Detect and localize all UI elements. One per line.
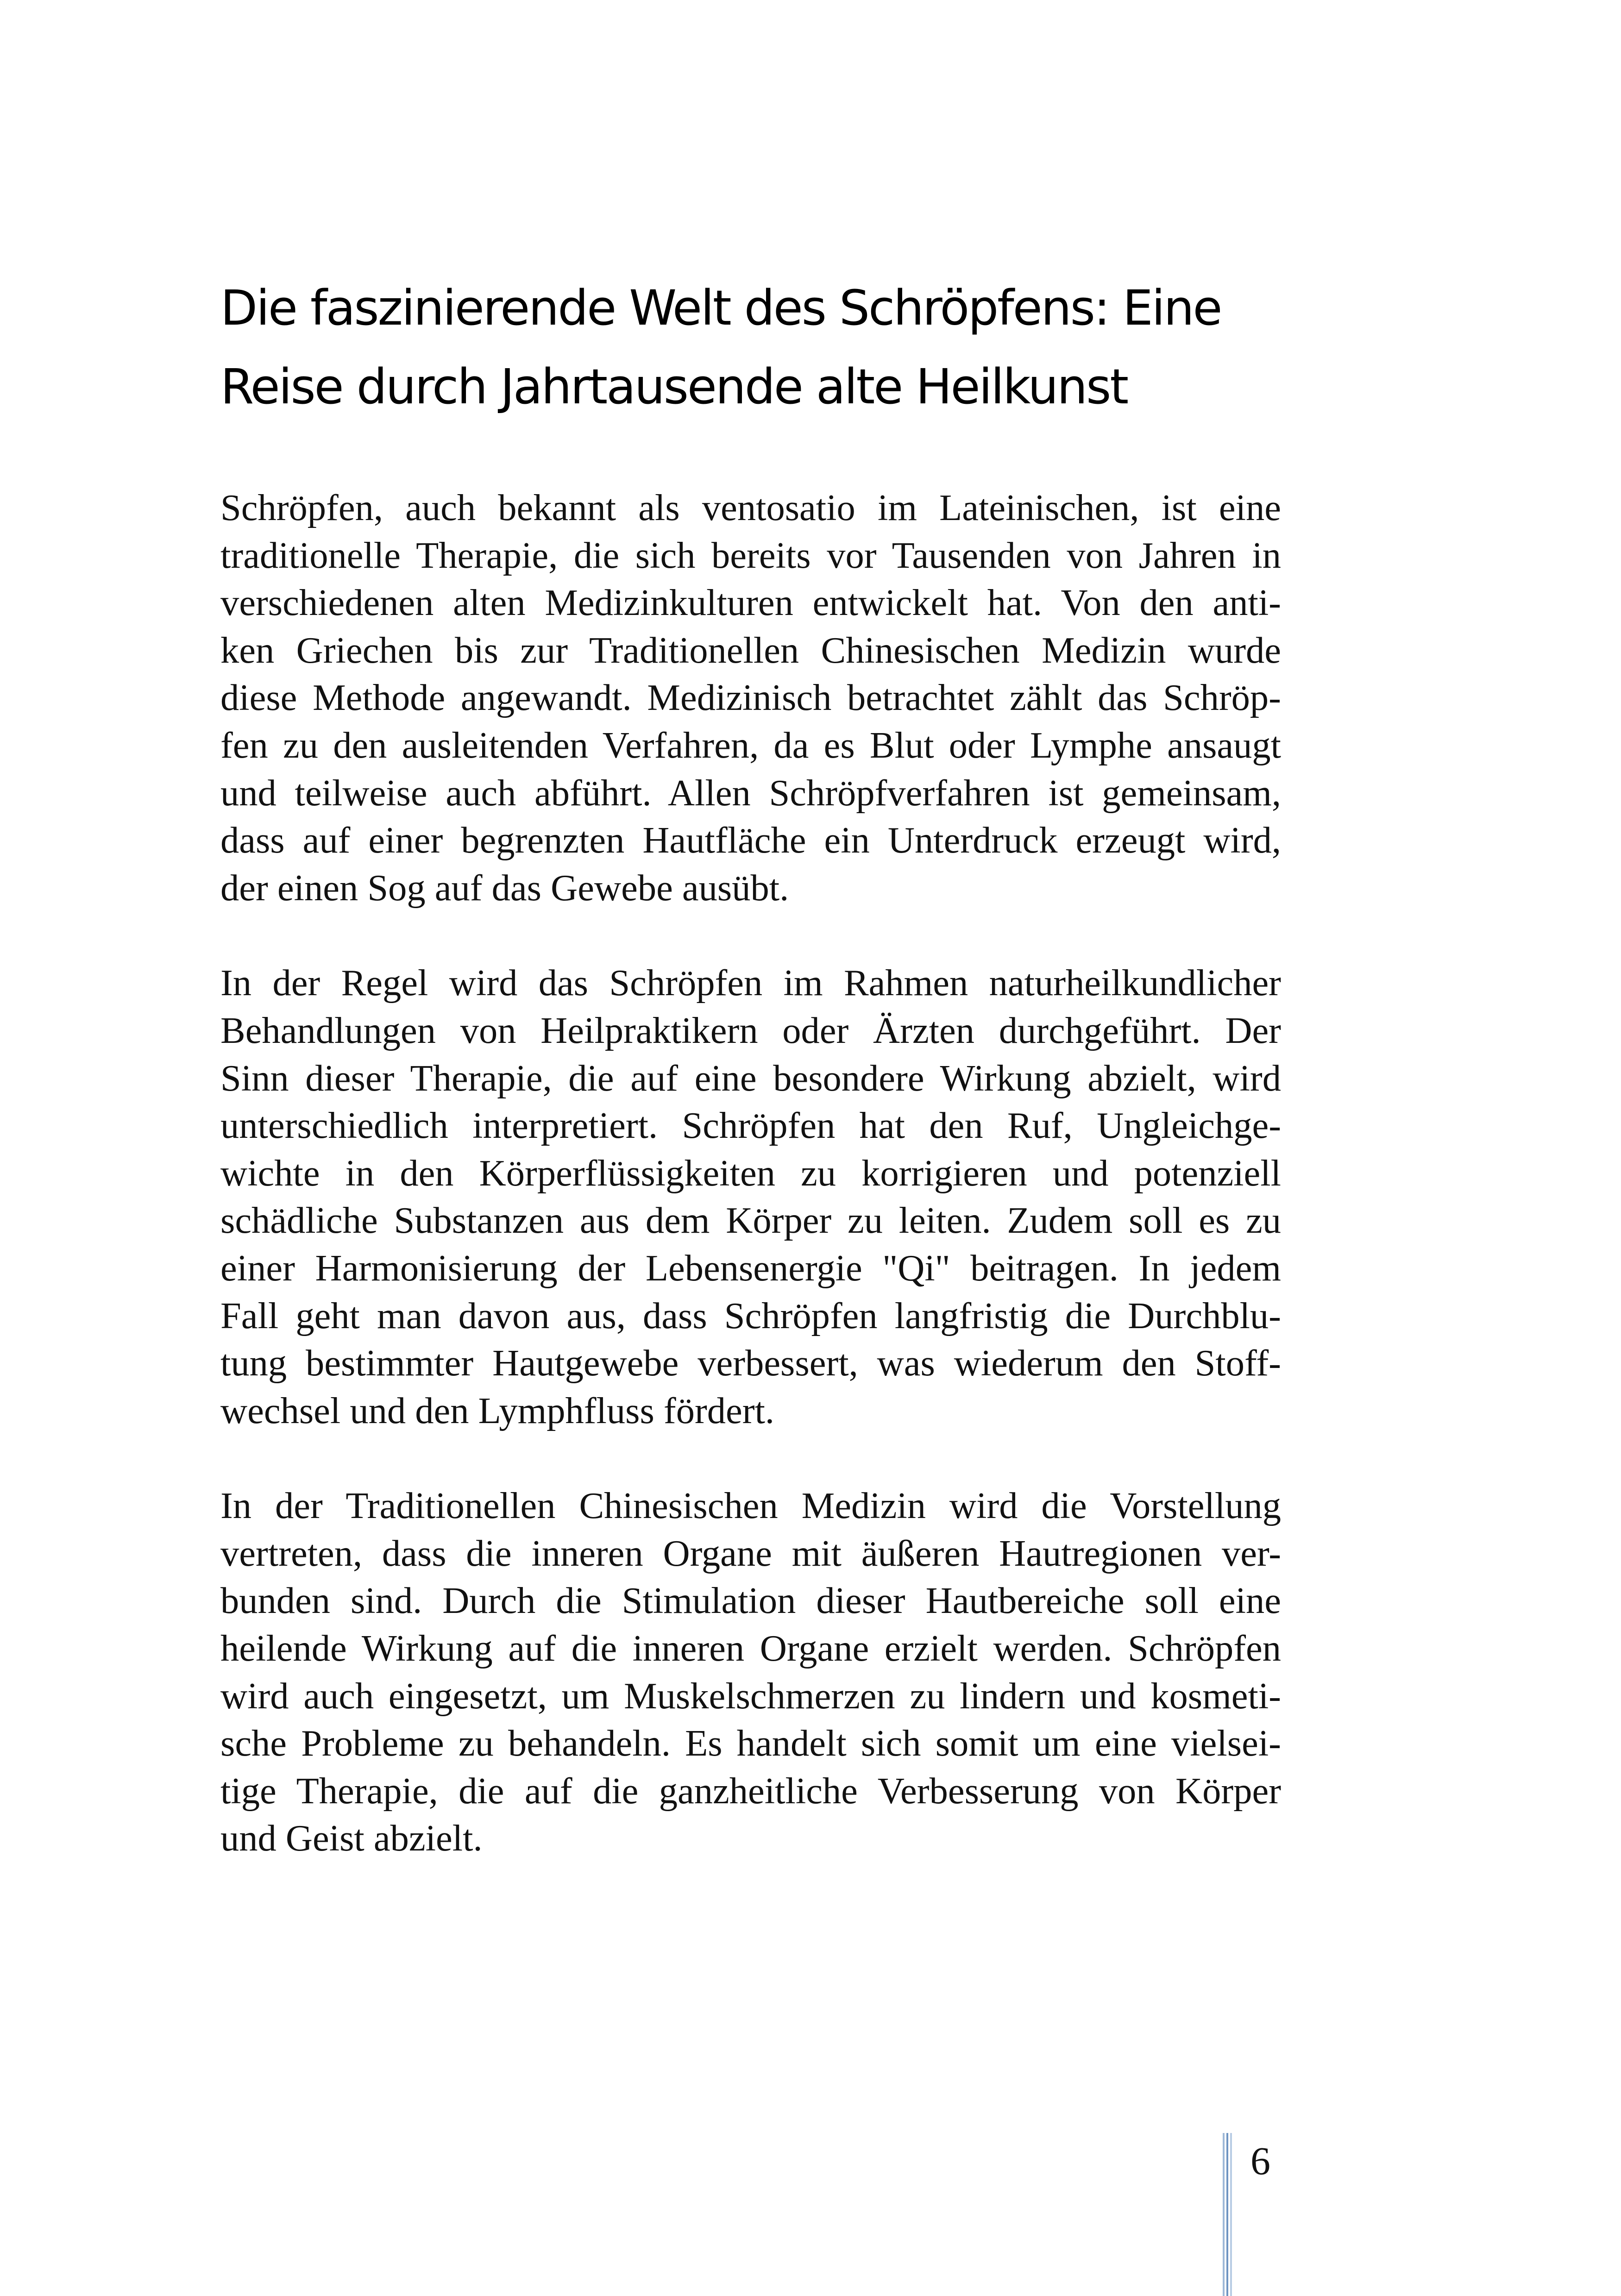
text-line: wechsel und den Lymphfluss fördert. [220,1390,775,1431]
text-line: dass auf einer begrenzten Hautfläche ein Unterdruck erzeugt wird, [220,820,1281,861]
text-line: diese Methode angewandt. Medizinisch betrachtet zählt das Schröp- [220,677,1281,719]
text-line: In der Regel wird das Schröpfen im Rahmen naturheilkundlicher [220,962,1281,1004]
text-line: schädliche Substanzen aus dem Körper zu leiten. Zudem soll es zu [220,1200,1281,1242]
text-line: In der Traditionellen Chinesischen Medizin wird die Vorstellung [220,1485,1281,1527]
title-line-1: Die faszinierende Welt des Schröpfens: Eine [220,280,1221,336]
text-line: tige Therapie, die auf die ganzheitliche Verbesserung von Körper [220,1770,1281,1812]
text-line: traditionelle Therapie, die sich bereits vor Tausenden von Jahren in [220,534,1281,576]
body-text [220,484,1281,1910]
footer-rule-bar [1230,2133,1232,2296]
text-line: heilende Wirkung auf die inneren Organe erzielt werden. Schröpfen [220,1628,1281,1669]
text-line: Schröpfen, auch bekannt als ventosatio im Lateinischen, ist eine [220,487,1281,528]
text-line: und Geist abzielt. [220,1818,483,1859]
page-number: 6 [1250,2139,1270,2183]
text-line: einer Harmonisierung der Lebensenergie "Qi" beitragen. In jedem [220,1247,1281,1289]
text-line: Sinn dieser Therapie, die auf eine besondere Wirkung abzielt, wird [220,1057,1281,1099]
paragraph-3 [220,1482,1281,1863]
footer-rule [1223,2133,1237,2296]
text-line: tung bestimmter Hautgewebe verbessert, was wiederum den Stoff- [220,1342,1281,1384]
text-line: Behandlungen von Heilpraktikern oder Ärzten durchgeführt. Der [220,1010,1281,1051]
text-line: ken Griechen bis zur Traditionellen Chinesischen Medizin wurde [220,629,1281,671]
text-line: fen zu den ausleitenden Verfahren, da es Blut oder Lymphe ansaugt [220,724,1281,766]
text-line: bunden sind. Durch die Stimulation dieser Hautbereiche soll eine [220,1580,1281,1622]
paragraph-2 [220,960,1281,1435]
text-line: wichte in den Körperflüssigkeiten zu korrigieren und potenziell [220,1152,1281,1194]
paragraph-1 [220,484,1281,912]
text-line: wird auch eingesetzt, um Muskelschmerzen zu lindern und kosmeti- [220,1675,1281,1717]
text-line: der einen Sog auf das Gewebe ausübt. [220,867,789,909]
text-line: unterschiedlich interpretiert. Schröpfen hat den Ruf, Ungleichge- [220,1105,1281,1147]
title-line-2: Reise durch Jahrtausende alte Heilkunst [220,358,1128,415]
text-line: verschiedenen alten Medizinkulturen entwickelt hat. Von den anti- [220,582,1281,624]
text-line: vertreten, dass die inneren Organe mit äußeren Hautregionen ver- [220,1532,1281,1574]
text-line: sche Probleme zu behandeln. Es handelt sich somit um eine vielsei- [220,1723,1281,1764]
footer-rule-bar [1226,2133,1228,2296]
text-line: und teilweise auch abführt. Allen Schröpfverfahren ist gemeinsam, [220,772,1281,814]
page-title [220,269,1406,426]
text-line: Fall geht man davon aus, dass Schröpfen langfristig die Durchblu- [220,1295,1281,1336]
footer-rule-bar [1223,2133,1225,2296]
